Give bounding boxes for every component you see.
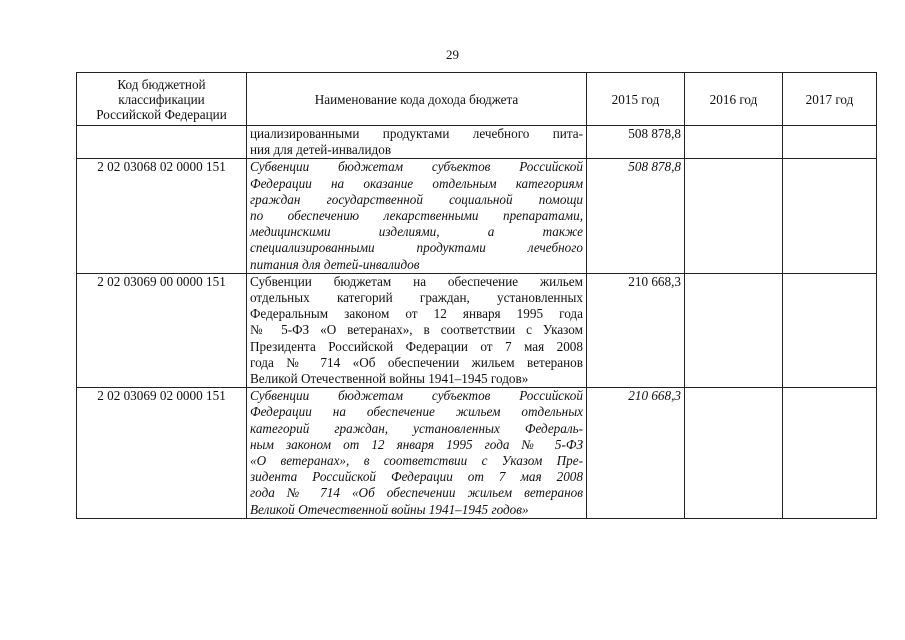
revenue-name-cell <box>247 273 587 387</box>
revenue-name-line: Федеральным законом от 12 января 1995 года <box>250 306 583 322</box>
revenue-name-line: отдельных категорий граждан, установленных <box>250 290 583 306</box>
header-code-line: Российской Федерации <box>96 106 227 122</box>
revenue-name-line: медицинскими изделиями, а также <box>250 224 583 240</box>
revenue-name-line: № 5-ФЗ «О ветеранах», в соответствии с Указом <box>250 322 583 338</box>
revenue-name-cell <box>247 388 587 519</box>
value-2015-cell: 508 878,8 <box>587 159 685 273</box>
value-2015-cell: 508 878,8 <box>587 126 685 159</box>
header-year-2016: 2016 год <box>685 73 783 126</box>
value-2016-cell <box>685 388 783 519</box>
header-code-line: Код бюджетной <box>117 76 206 92</box>
table-row <box>77 273 877 387</box>
revenue-name-line: по обеспечению лекарственными препаратами, <box>250 208 583 224</box>
budget-code-cell: 2 02 03069 02 0000 151 <box>77 388 247 519</box>
value-2015-cell: 210 668,3 <box>587 388 685 519</box>
header-year-2015: 2015 год <box>587 73 685 126</box>
revenue-name-line: Президента Российской Федерации от 7 мая 2008 <box>250 338 583 354</box>
table-header-row <box>77 73 877 126</box>
revenue-name-line: года № 714 «Об обеспечении жильем ветеранов <box>250 485 583 501</box>
revenue-name-cell <box>247 159 587 273</box>
revenue-name-line: граждан государственной социальной помощи <box>250 191 583 207</box>
value-2015-cell: 210 668,3 <box>587 273 685 387</box>
revenue-name-line: Субвенции бюджетам на обеспечение жильем <box>250 273 583 289</box>
revenue-name-line: Федерации на обеспечение жильем отдельных <box>250 404 583 420</box>
table-row <box>77 159 877 273</box>
value-2016-cell <box>685 159 783 273</box>
revenue-name-line: года № 714 «Об обеспечении жильем ветеранов <box>250 354 583 370</box>
revenue-name-line: Субвенции бюджетам субъектов Российской <box>250 159 583 175</box>
revenue-name-line: ным законом от 12 января 1995 года № 5-ФЗ <box>250 436 583 452</box>
header-code <box>77 73 247 126</box>
value-2017-cell <box>783 126 877 159</box>
value-2016-cell <box>685 126 783 159</box>
header-year-2017: 2017 год <box>783 73 877 126</box>
revenue-name-line: Федерации на оказание отдельным категориям <box>250 175 583 191</box>
revenue-name-cell <box>247 126 587 159</box>
revenue-name-line: Великой Отечественной войны 1941–1945 годов» <box>250 501 529 517</box>
header-name: Наименование кода дохода бюджета <box>247 73 587 126</box>
revenue-name-line: циализированными продуктами лечебного пита- <box>250 126 583 141</box>
revenue-name-line: специализированными продуктами лечебного <box>250 240 583 256</box>
budget-code-cell: 2 02 03068 02 0000 151 <box>77 159 247 273</box>
revenue-name-line: зидента Российской Федерации от 7 мая 2008 <box>250 469 583 485</box>
budget-code-cell <box>77 126 247 159</box>
header-code-line: классификации <box>118 91 205 107</box>
value-2017-cell <box>783 388 877 519</box>
value-2017-cell <box>783 159 877 273</box>
revenue-name-line: Великой Отечественной войны 1941–1945 годов» <box>250 371 529 387</box>
revenue-name-line: питания для детей-инвалидов <box>250 256 420 272</box>
value-2016-cell <box>685 273 783 387</box>
revenue-name-line: ния для детей-инвалидов <box>250 142 392 158</box>
page-number: 29 <box>446 47 459 62</box>
table-row <box>77 126 877 159</box>
value-2017-cell <box>783 273 877 387</box>
revenue-name-line: категорий граждан, установленных Федераль- <box>250 420 583 436</box>
revenue-name-line: Субвенции бюджетам субъектов Российской <box>250 388 583 404</box>
budget-revenue-table <box>76 72 877 519</box>
revenue-name-line: «О ветеранах», в соответствии с Указом Пре- <box>250 453 583 469</box>
table-row <box>77 388 877 519</box>
table-body <box>77 126 877 519</box>
budget-code-cell: 2 02 03069 00 0000 151 <box>77 273 247 387</box>
